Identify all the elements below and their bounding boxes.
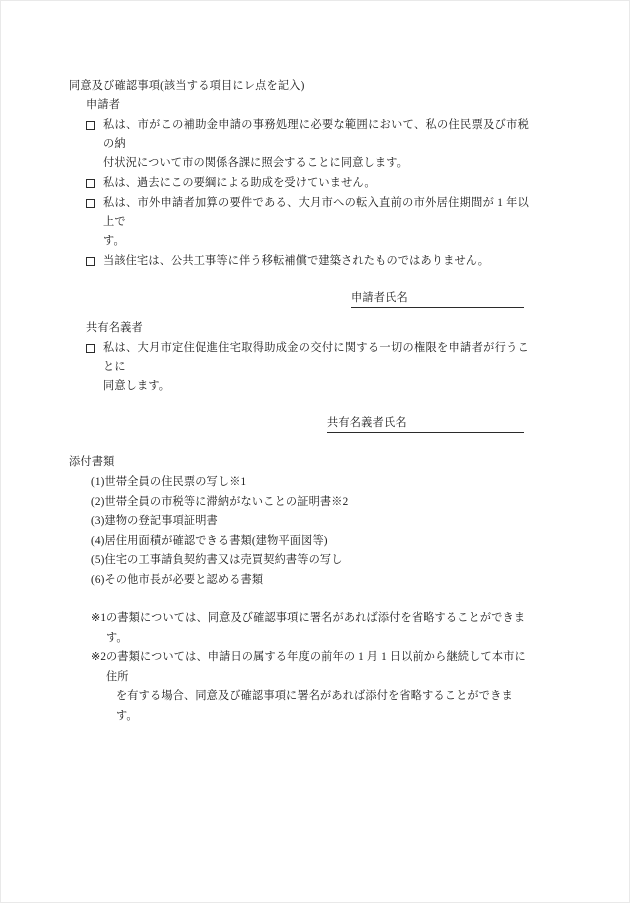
attachment-item [91,493,529,513]
co-owner-signature-row [69,415,529,433]
attachment-text: 世帯全員の市税等に滞納がないことの証明書※2 [104,495,349,508]
applicant-signature-label: 申請者氏名 [351,292,408,304]
attachment-item [91,473,529,493]
co-owner-checkbox-list [69,339,529,396]
attachment-text: 建物の登記事項証明書 [104,515,218,527]
footnote-mark: ※2 [91,651,106,663]
checkbox-icon[interactable] [86,257,95,266]
consent-checkbox-row[interactable] [86,194,529,251]
attachment-text: 住宅の工事請負契約書又は売買契約書等の写し [104,554,343,566]
footnote-row [91,609,529,648]
consent-checkbox-row[interactable] [86,116,529,173]
footnote-text: の書類については、申請日の属する年度の前年の 1 月 1 日以前から継続して本市に住所 を有する場合、同意及び確認事項に署名があれば添付を省略することができます。 [105,651,526,722]
attachment-text: その他市長が必要と認める書類 [104,573,264,586]
applicant-checkbox-list [69,116,529,271]
applicant-signature-field[interactable] [351,290,524,308]
footnote-mark: ※1 [91,612,106,624]
attachment-text: 世帯全員の住民票の写し※1 [104,476,247,488]
checkbox-icon[interactable] [86,121,95,130]
applicant-heading: 申請者 [86,99,121,111]
co-owner-signature-label: 共有名義者氏名 [327,417,407,429]
footnotes-section [69,609,529,726]
attachments-title: 添付書類 [69,456,115,468]
consent-checkbox-row[interactable] [86,174,529,193]
applicant-signature-row [69,290,529,308]
attachment-number: (5) [91,554,105,566]
consent-checkbox-text: 私は、過去にこの要綱による助成を受けていません。 [103,177,376,189]
checkbox-icon[interactable] [86,344,95,353]
attachment-number: (4) [91,534,105,547]
co-owner-checkbox-text: 私は、大月市定住促進住宅取得助成金の交付に関する一切の権限を申請者が行うことに 同意します。 [103,342,529,392]
consent-checkbox-text: 当該住宅は、公共工事等に伴う移転補償で建築されたものではありません。 [103,255,490,267]
attachment-item [91,512,529,532]
footnote-row [91,648,529,726]
consent-checkbox-text: 私は、市がこの補助金申請の事務処理に必要な範囲において、私の住民票及び市税の納 付状況について市の関係各課に照会することに同意します。 [103,119,529,169]
attachment-number: (1) [91,476,105,488]
consent-checkbox-text: 私は、市外申請者加算の要件である、大月市への転入直前の市外居住期間が 1 年以上で す。 [103,197,529,247]
consent-checkbox-row[interactable] [86,252,529,271]
attachment-number: (3) [91,515,105,527]
attachment-item [91,532,529,552]
attachment-text: 居住用面積が確認できる書類(建物平面図等) [104,534,328,547]
checkbox-icon[interactable] [86,179,95,188]
consent-section-title: 同意及び確認事項(該当する項目にレ点を記入) [69,80,305,92]
footnote-text: の書類については、同意及び確認事項に署名があれば添付を省略することができます。 [105,612,526,644]
attachment-item [91,551,529,571]
attachment-number: (2) [91,495,105,508]
co-owner-signature-field[interactable] [327,415,524,433]
checkbox-icon[interactable] [86,199,95,208]
co-owner-checkbox-row[interactable] [86,339,529,396]
attachments-list [69,473,529,590]
attachment-item [91,571,529,591]
document-content [69,77,529,726]
co-owner-heading: 共有名義者 [86,322,143,334]
attachment-number: (6) [91,573,105,586]
